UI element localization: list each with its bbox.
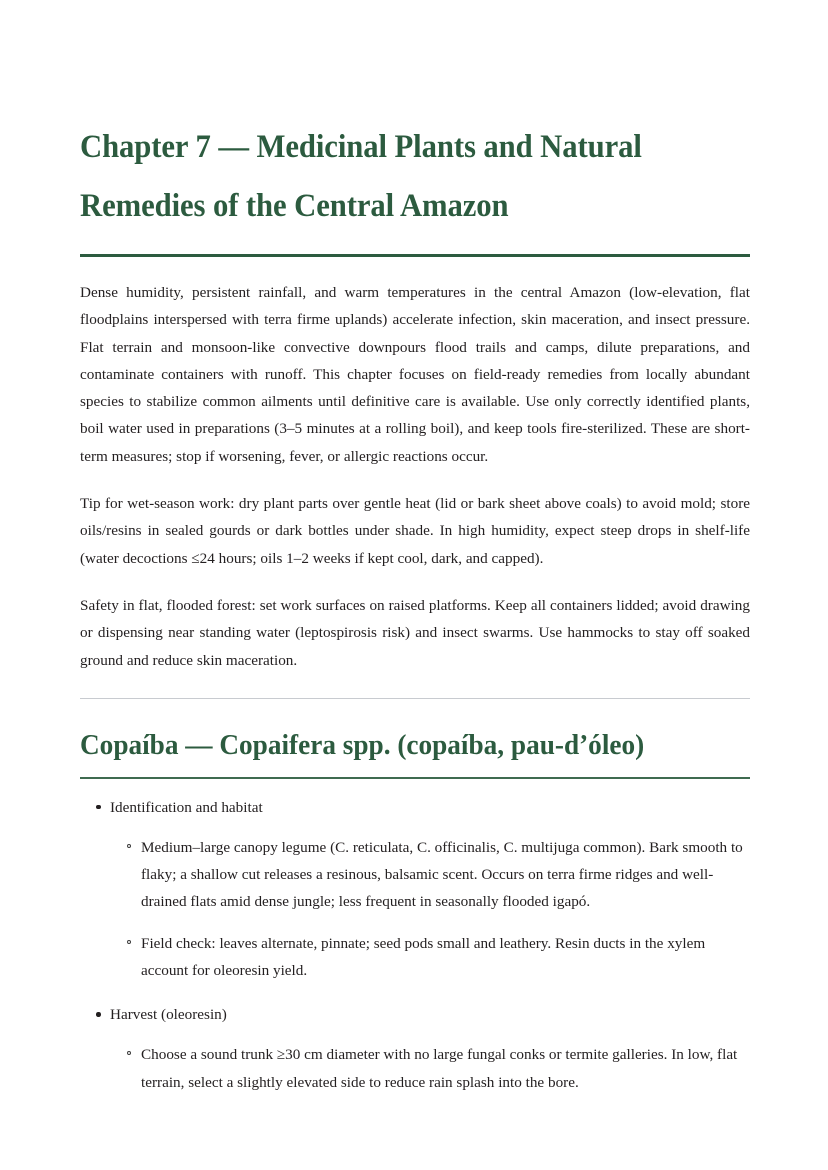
sub-list-item <box>110 930 750 985</box>
page-title: Chapter 7 — Medicinal Plants and Natural Remedies of the Central Amazon <box>80 129 642 224</box>
bullet-circle-icon <box>127 844 131 848</box>
title-divider <box>80 254 750 257</box>
bullet-circle-icon <box>127 940 131 944</box>
list-item-label: Identification and habitat <box>110 798 263 816</box>
section-heading-copaiba: Copaíba — Copaifera spp. (copaíba, pau-d’óleo) <box>80 728 645 761</box>
sub-list-item <box>110 1041 750 1096</box>
section-divider <box>80 698 750 699</box>
list-item <box>80 1002 750 1096</box>
bullet-circle-icon <box>127 1051 131 1055</box>
sub-list-item-text: Field check: leaves alternate, pinnate; seed pods small and leathery. Resin ducts in the xylem account for oleoresin yield. <box>141 934 706 980</box>
intro-paragraph-3: Safety in flat, flooded forest: set work surfaces on raised platforms. Keep all containers lidded; avoid drawing or dispensing near standing water (leptospirosis risk) and insect swarms. Use hammocks to stay off soaked ground and reduce skin maceration. <box>80 596 750 669</box>
sub-list-item-text: Medium–large canopy legume (C. reticulata, C. officinalis, C. multijuga common). Bark smooth to flaky; a shallow cut releases a resinous, balsamic scent. Occurs on terra firme ridges and well-drained flats amid dense jungle; less frequent in seasonally flooded igapó. <box>141 838 743 911</box>
sub-list-item-text: Choose a sound trunk ≥30 cm diameter with no large fungal conks or termite galleries. In low, flat terrain, select a slightly elevated side to reduce rain splash into the bore. <box>141 1046 738 1091</box>
copaiba-outline-list <box>80 795 750 1096</box>
list-item <box>80 795 750 984</box>
list-item-label: Harvest (oleoresin) <box>110 1006 227 1024</box>
bullet-disc-icon <box>96 1012 101 1017</box>
sub-list <box>110 834 750 984</box>
sub-list <box>110 1041 750 1096</box>
intro-paragraph-1: Dense humidity, persistent rainfall, and warm temperatures in the central Amazon (low-elevation, flat floodplains interspersed with terra firme uplands) accelerate infection, skin maceration, and insect pressure. Flat terrain and monsoon-like convective downpours flood trails and camps, dilute preparations, and contaminate containers with runoff. This chapter focuses on field-ready remedies from locally abundant species to stabilize common ailments until definitive care is available. Use only correctly identified plants, boil water used in preparations (3–5 minutes at a rolling boil), and keep tools fire-sterilized. These are short-term measures; stop if worsening, fever, or allergic reactions occur. <box>80 284 750 465</box>
bullet-disc-icon <box>96 805 101 810</box>
sub-list-item <box>110 834 750 916</box>
intro-paragraph-2: Tip for wet-season work: dry plant parts over gentle heat (lid or bark sheet above coals) to avoid mold; store oils/resins in sealed gourds or dark bottles under shade. In high humidity, expect steep drops in shelf-life (water decoctions ≤24 hours; oils 1–2 weeks if kept cool, dark, and capped). <box>80 495 750 567</box>
section-heading-rule <box>80 777 750 779</box>
